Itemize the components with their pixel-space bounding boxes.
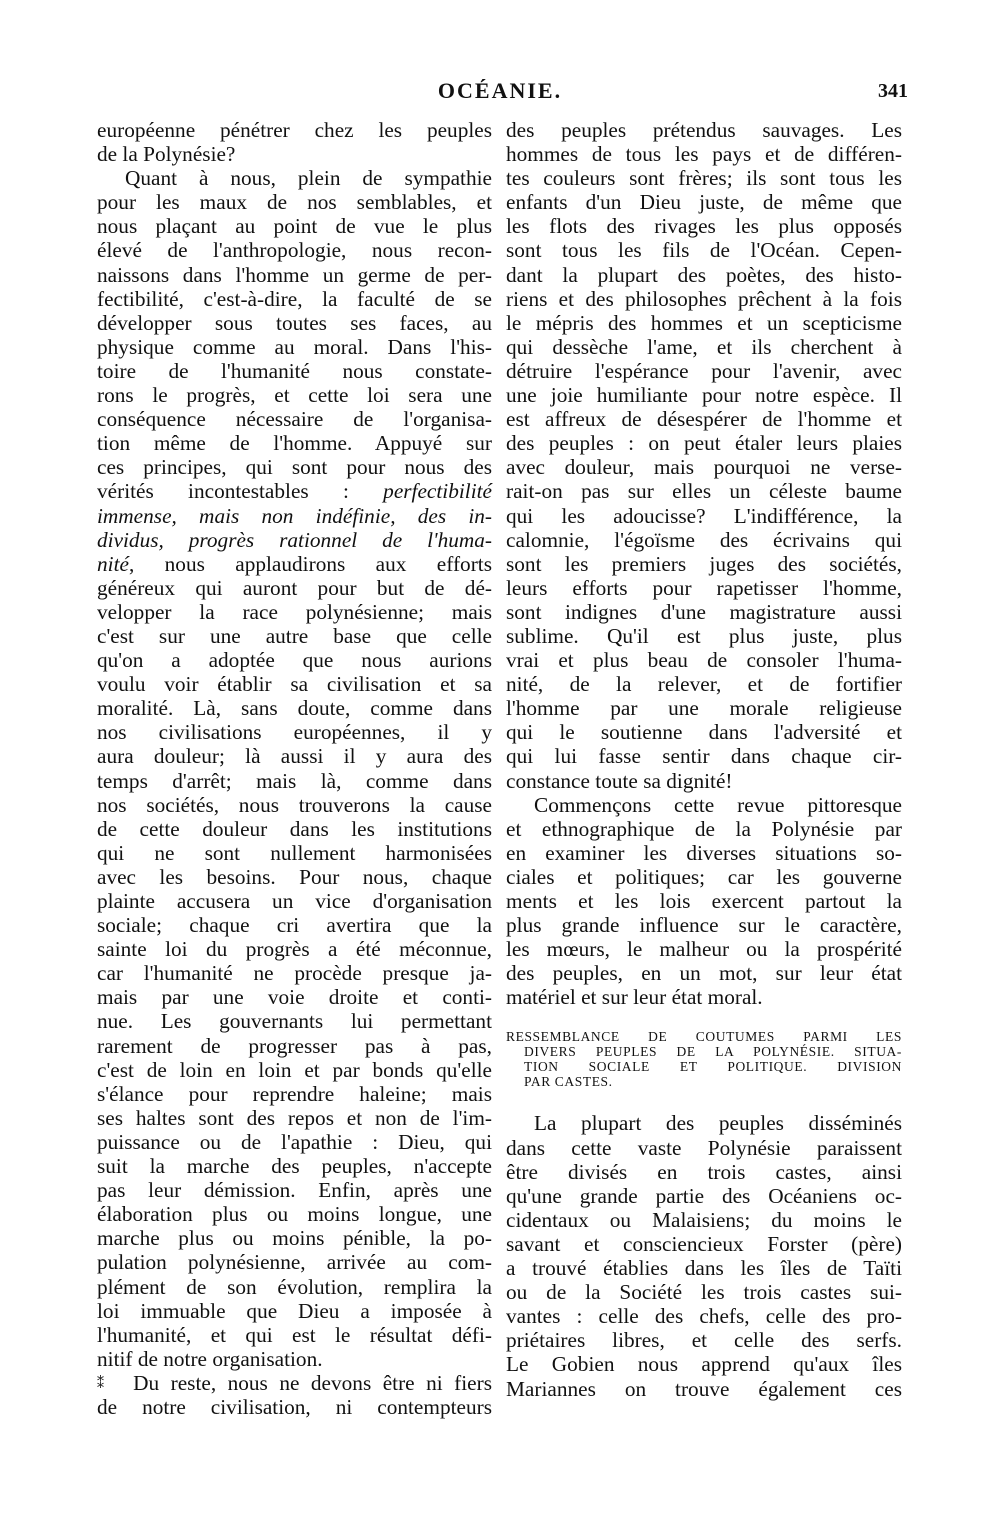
text-line: de cette douleur dans les institutions (97, 816, 492, 841)
paragraph-start-line: Commençons cette revue pittoresque (534, 792, 902, 817)
text-run: vérités incontestables : (97, 479, 384, 504)
text-line: sociale; chaque cri avertira que la (97, 913, 492, 938)
text-line: élevé de l'anthropologie, nous recon- (97, 238, 492, 263)
text-line: cidentaux ou Malaisiens; du moins le (506, 1207, 902, 1232)
text-line: en examiner les diverses situations so- (506, 840, 902, 865)
text-line: qui dessèche l'ame, et ils cherchent à (506, 334, 902, 359)
text-line: s'élance pour reprendre haleine; mais (97, 1081, 492, 1106)
text-line: tes couleurs sont frères; ils sont tous les (506, 166, 902, 191)
heading-line: RESSEMBLANCE DE COUTUMES PARMI LES (506, 1029, 902, 1045)
text-line: généreux qui auront pour but de dé- (97, 575, 492, 600)
text-line: hommes de tous les pays et de différen- (506, 142, 902, 167)
text-line: Le Gobien nous apprend qu'aux îles (506, 1352, 902, 1377)
text-line: sublime. Qu'il est plus juste, plus (506, 623, 902, 648)
text-line: nue. Les gouvernants lui permettant (97, 1009, 492, 1034)
paragraph-start-line (97, 1371, 492, 1395)
italic-line: dividus, progrès rationnel de l'huma- (97, 527, 492, 552)
text-line: velopper la race polynésienne; mais (97, 599, 492, 624)
text-line: et ethnographique de la Polynésie par (506, 816, 902, 841)
text-line: savant et consciencieux Forster (père) (506, 1231, 902, 1256)
text-line: conséquence nécessaire de l'organisa- (97, 407, 492, 432)
text-line: le mépris des hommes et un scepticisme (506, 310, 902, 335)
text-line: une joie humiliante pour notre espèce. Il (506, 383, 902, 408)
text-line: qui lui fasse sentir dans chaque cir- (506, 744, 902, 769)
text-line: enfants d'un Dieu juste, de même que (506, 190, 902, 215)
text-line: fectibilité, c'est-à-dire, la faculté de se (97, 286, 492, 311)
text-line: puissance ou de l'apathie : Dieu, qui (97, 1129, 492, 1154)
text-line: qu'une grande partie des Océaniens oc- (506, 1183, 902, 1208)
right-column (506, 118, 902, 1401)
text-line: être divisés en trois castes, ainsi (506, 1159, 902, 1184)
text-line: sont tous les fils de l'Océan. Cepen- (506, 238, 902, 263)
text-line: loi immuable que Dieu a imposée à (97, 1298, 492, 1323)
text-line: riens et des philosophes prêchent à la fois (506, 286, 902, 311)
text-run: Du reste, nous ne devons être ni fiers (133, 1370, 492, 1395)
text-line: ses haltes sont des repos et non de l'im- (97, 1105, 492, 1130)
left-column (97, 118, 492, 1419)
text-line: vrai et plus beau de consoler l'huma- (506, 648, 902, 673)
text-line: c'est de loin en loin et par bonds qu'elle (97, 1057, 492, 1082)
section-spacer (506, 1089, 902, 1111)
text-run: , nous applaudirons aux efforts (128, 551, 492, 576)
text-line: plément de son évolution, remplira la (97, 1274, 492, 1299)
text-line: nos sociétés, nous trouverons la cause (97, 792, 492, 817)
text-line: sainte loi du progrès a été méconnue, (97, 937, 492, 962)
text-line: temps d'arrêt; mais là, comme dans (97, 768, 492, 793)
text-line: matériel et sur leur état moral. (506, 985, 763, 1010)
text-line: car l'humanité ne procède presque ja- (97, 961, 492, 986)
italic-line: immense, mais non indéfinie, des in- (97, 503, 492, 528)
text-line: nos civilisations européennes, il y (97, 720, 492, 745)
section-heading (506, 1029, 902, 1089)
text-line (97, 552, 492, 576)
text-line: sont indignes d'une magistrature aussi (506, 599, 902, 624)
running-head (100, 78, 908, 108)
text-line: ou de la Société les trois castes sui- (506, 1280, 902, 1305)
text-line: calomnie, l'égoïsme des écrivains qui (506, 527, 902, 552)
text-line: ces principes, qui sont pour nous des (97, 455, 492, 480)
text-line: rarement de progresser pas à pas, (97, 1033, 492, 1058)
text-line: de notre civilisation, ni contempteurs (97, 1394, 492, 1419)
text-line: l'homme par une morale religieuse (506, 696, 902, 721)
text-line: toire de l'humanité nous constate- (97, 358, 492, 383)
text-line: les flots des rivages les plus opposés (506, 214, 902, 239)
text-line (97, 479, 492, 503)
text-line: rait-on pas sur elles un céleste baume (506, 479, 902, 504)
text-line: plus grande influence sur le caractère, (506, 913, 902, 938)
text-line: tion même de l'homme. Appuyé sur (97, 431, 492, 456)
text-line: plainte accusera un vice d'organisation (97, 889, 492, 913)
text-line: est affreux de désespérer de l'homme et (506, 407, 902, 432)
italic-run: perfectibilité (383, 479, 492, 504)
text-line: ments et les lois exercent partout la (506, 889, 902, 913)
text-line: dant la plupart des poètes, des histo- (506, 262, 902, 287)
text-line: mais par une voie droite et conti- (97, 985, 492, 1010)
text-line: sont les premiers juges des sociétés, (506, 551, 902, 576)
text-line: ciales et politiques; car les gouverne (506, 864, 902, 889)
text-line: les mœurs, le malheur ou la prospérité (506, 937, 902, 962)
text-line: l'humanité, et qui est le résultat défi- (97, 1322, 492, 1347)
text-line: de la Polynésie? (97, 142, 236, 167)
stray-print-mark: ⁑ (97, 1376, 111, 1392)
text-line: nous plaçant au point de vue le plus (97, 214, 492, 239)
text-line: c'est sur une autre base que celle (97, 623, 492, 648)
text-line: développer sous toutes ses faces, au (97, 310, 492, 335)
heading-line: PAR CASTES. (524, 1074, 613, 1090)
heading-line: DIVERS PEUPLES DE LA POLYNÉSIE. SITUA- (524, 1044, 902, 1060)
text-line: constance toute sa dignité! (506, 768, 733, 793)
text-line: pour les maux de nos semblables, et (97, 190, 492, 215)
text-line: dans cette vaste Polynésie paraissent (506, 1135, 902, 1160)
text-line: avec douleur, mais pourquoi ne verse- (506, 455, 902, 480)
text-line: aura douleur; là aussi il y aura des (97, 744, 492, 769)
text-line: avec les besoins. Pour nous, chaque (97, 864, 492, 889)
text-line: nitif de notre organisation. (97, 1346, 323, 1371)
text-line: pulation polynésienne, arrivée au com- (97, 1250, 492, 1275)
heading-line: TION SOCIALE ET POLITIQUE. DIVISION (524, 1059, 902, 1075)
paragraph-start-line: La plupart des peuples disséminés (534, 1111, 902, 1136)
text-line: rons le progrès, et cette loi sera une (97, 383, 492, 408)
text-line: qui ne sont nullement harmonisées (97, 840, 492, 865)
text-line: voulu voir établir sa civilisation et sa (97, 672, 492, 697)
text-line: physique comme au moral. Dans l'his- (97, 334, 492, 359)
text-line: suit la marche des peuples, n'accepte (97, 1154, 492, 1179)
text-line: naissons dans l'homme un germe de per- (97, 262, 492, 287)
text-line: qui le soutienne dans l'adversité et (506, 720, 902, 745)
text-line: des peuples, en un mot, sur leur état (506, 961, 902, 986)
text-line: élaboration plus ou moins longue, une (97, 1202, 492, 1227)
text-line: Mariannes on trouve également ces (506, 1376, 902, 1401)
running-title: OCÉANIE. (437, 78, 563, 103)
text-line: des peuples : on peut étaler leurs plaies (506, 431, 902, 456)
page-number: 341 (878, 80, 908, 102)
text-line: qui les adoucisse? L'indifférence, la (506, 503, 902, 528)
text-line: européenne pénétrer chez les peuples (97, 118, 492, 142)
text-line: vantes : celle des chefs, celle des pro- (506, 1304, 902, 1329)
text-line: des peuples prétendus sauvages. Les (506, 118, 902, 142)
text-line: qu'on a adoptée que nous aurions (97, 648, 492, 673)
text-line: détruire l'espérance pour l'avenir, avec (506, 358, 902, 383)
italic-run: nité (97, 551, 129, 576)
text-line: priétaires libres, et celle des serfs. (506, 1328, 902, 1353)
paragraph-start-line: Quant à nous, plein de sympathie (125, 166, 492, 191)
text-line: marche plus ou moins pénible, la po- (97, 1226, 492, 1251)
text-line: a trouvé établies dans les îles de Taïti (506, 1256, 902, 1281)
text-line: moralité. Là, sans doute, comme dans (97, 696, 492, 721)
text-line: pas leur démission. Enfin, après une (97, 1178, 492, 1203)
text-line: nité, de la relever, et de fortifier (506, 672, 902, 697)
text-line: leurs efforts pour rapetisser l'homme, (506, 575, 902, 600)
